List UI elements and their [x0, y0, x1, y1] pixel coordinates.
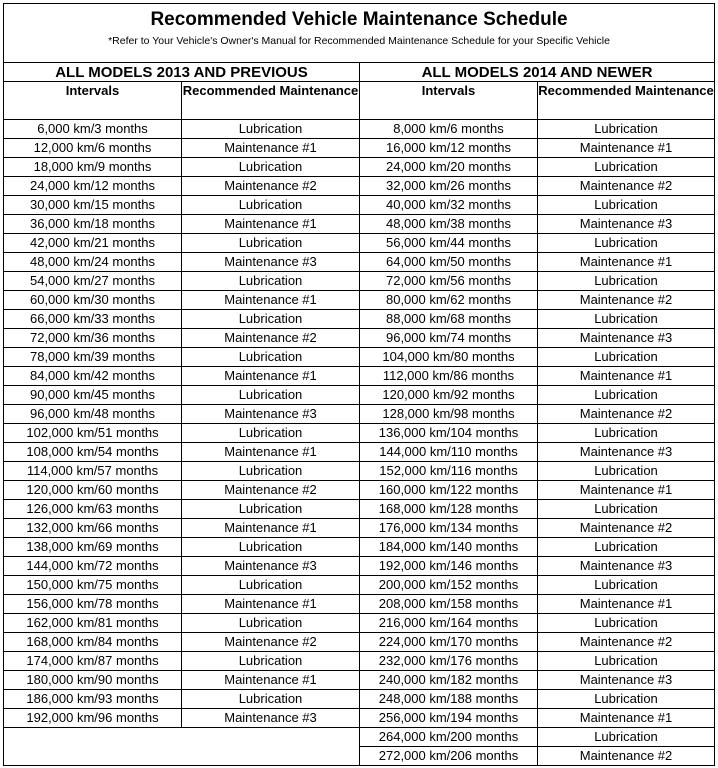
left-interval-cell: 90,000 km/45 months [4, 386, 182, 405]
right-recommended-cell: Lubrication [538, 196, 715, 215]
table-row [4, 310, 715, 329]
table-row [4, 614, 715, 633]
table-row [4, 538, 715, 557]
right-recommended-cell: Maintenance #3 [538, 443, 715, 462]
left-recommended-cell: Maintenance #1 [182, 367, 360, 386]
right-recommended-cell: Lubrication [538, 462, 715, 481]
left-recommended-cell: Lubrication [182, 462, 360, 481]
left-recommended-cell: Maintenance #1 [182, 139, 360, 158]
table-row [4, 215, 715, 234]
right-interval-cell: 136,000 km/104 months [360, 424, 538, 443]
right-recommended-cell: Lubrication [538, 424, 715, 443]
left-interval-cell: 30,000 km/15 months [4, 196, 182, 215]
left-recommended-cell: Maintenance #2 [182, 177, 360, 196]
left-recommended-cell: Maintenance #1 [182, 291, 360, 310]
left-recommended-cell: Lubrication [182, 272, 360, 291]
left-recommended-cell: Maintenance #2 [182, 329, 360, 348]
page-title: Recommended Vehicle Maintenance Schedule [150, 9, 568, 30]
table-row [4, 557, 715, 576]
right-interval-cell: 184,000 km/140 months [360, 538, 538, 557]
right-recommended-header: Recommended Maintenance [538, 82, 715, 120]
left-interval-cell: 192,000 km/96 months [4, 709, 182, 728]
table-row [4, 158, 715, 177]
left-interval-cell: 66,000 km/33 months [4, 310, 182, 329]
left-recommended-cell: Maintenance #3 [182, 709, 360, 728]
right-interval-cell: 88,000 km/68 months [360, 310, 538, 329]
right-interval-cell: 272,000 km/206 months [360, 747, 538, 766]
left-interval-cell: 126,000 km/63 months [4, 500, 182, 519]
right-interval-cell: 192,000 km/146 months [360, 557, 538, 576]
right-recommended-cell: Lubrication [538, 386, 715, 405]
left-interval-cell: 180,000 km/90 months [4, 671, 182, 690]
table-row [4, 500, 715, 519]
left-recommended-cell: Lubrication [182, 120, 360, 139]
right-interval-cell: 32,000 km/26 months [360, 177, 538, 196]
right-recommended-cell: Lubrication [538, 728, 715, 747]
left-interval-cell: 108,000 km/54 months [4, 443, 182, 462]
left-group-heading: ALL MODELS 2013 AND PREVIOUS [4, 63, 360, 82]
left-interval-cell: 48,000 km/24 months [4, 253, 182, 272]
left-interval-cell: 174,000 km/87 months [4, 652, 182, 671]
left-recommended-cell: Maintenance #3 [182, 557, 360, 576]
right-interval-cell: 264,000 km/200 months [360, 728, 538, 747]
left-recommended-cell: Maintenance #1 [182, 519, 360, 538]
left-interval-cell: 114,000 km/57 months [4, 462, 182, 481]
table-row [4, 386, 715, 405]
left-recommended-cell: Lubrication [182, 348, 360, 367]
left-interval-cell: 96,000 km/48 months [4, 405, 182, 424]
right-interval-cell: 40,000 km/32 months [360, 196, 538, 215]
table-row [4, 329, 715, 348]
right-interval-cell: 72,000 km/56 months [360, 272, 538, 291]
left-interval-cell: 150,000 km/75 months [4, 576, 182, 595]
left-recommended-cell: Maintenance #1 [182, 215, 360, 234]
right-recommended-cell: Lubrication [538, 500, 715, 519]
table-row [4, 576, 715, 595]
table-row [4, 443, 715, 462]
table-row [4, 519, 715, 538]
table-row [4, 633, 715, 652]
table-row [4, 728, 715, 747]
left-recommended-header: Recommended Maintenance [182, 82, 360, 120]
table-row [4, 139, 715, 158]
owners-manual-note: *Refer to Your Vehicle's Owner's Manual for Recommended Maintenance Schedule for your Specific Vehicle [108, 35, 610, 47]
right-recommended-cell: Maintenance #1 [538, 367, 715, 386]
left-recommended-cell: Lubrication [182, 500, 360, 519]
table-row [4, 196, 715, 215]
left-recommended-cell: Lubrication [182, 652, 360, 671]
right-interval-cell: 256,000 km/194 months [360, 709, 538, 728]
right-interval-cell: 8,000 km/6 months [360, 120, 538, 139]
left-interval-cell: 72,000 km/36 months [4, 329, 182, 348]
left-recommended-cell: Lubrication [182, 386, 360, 405]
right-recommended-cell: Maintenance #2 [538, 291, 715, 310]
right-recommended-cell: Lubrication [538, 234, 715, 253]
table-row [4, 234, 715, 253]
right-recommended-cell: Maintenance #2 [538, 405, 715, 424]
left-interval-cell: 78,000 km/39 months [4, 348, 182, 367]
right-interval-cell: 112,000 km/86 months [360, 367, 538, 386]
left-recommended-cell: Maintenance #2 [182, 633, 360, 652]
right-recommended-cell: Maintenance #1 [538, 253, 715, 272]
left-recommended-cell: Lubrication [182, 614, 360, 633]
maintenance-schedule-table [3, 3, 715, 766]
left-recommended-cell: Maintenance #1 [182, 443, 360, 462]
title-cell [4, 4, 715, 63]
left-empty-cell [4, 728, 360, 766]
right-interval-cell: 104,000 km/80 months [360, 348, 538, 367]
table-row [4, 481, 715, 500]
right-recommended-cell: Maintenance #1 [538, 481, 715, 500]
left-recommended-cell: Lubrication [182, 576, 360, 595]
left-interval-cell: 54,000 km/27 months [4, 272, 182, 291]
right-recommended-cell: Lubrication [538, 576, 715, 595]
left-recommended-cell: Maintenance #1 [182, 595, 360, 614]
right-recommended-cell: Maintenance #2 [538, 633, 715, 652]
left-interval-cell: 42,000 km/21 months [4, 234, 182, 253]
right-recommended-cell: Maintenance #3 [538, 671, 715, 690]
right-recommended-cell: Lubrication [538, 272, 715, 291]
left-interval-cell: 60,000 km/30 months [4, 291, 182, 310]
left-interval-cell: 144,000 km/72 months [4, 557, 182, 576]
table-row [4, 348, 715, 367]
left-recommended-cell: Lubrication [182, 424, 360, 443]
right-interval-cell: 48,000 km/38 months [360, 215, 538, 234]
left-interval-cell: 186,000 km/93 months [4, 690, 182, 709]
table-row [4, 709, 715, 728]
right-interval-cell: 176,000 km/134 months [360, 519, 538, 538]
right-interval-cell: 240,000 km/182 months [360, 671, 538, 690]
table-row [4, 671, 715, 690]
left-recommended-cell: Lubrication [182, 234, 360, 253]
table-row [4, 405, 715, 424]
table-row [4, 177, 715, 196]
left-interval-cell: 36,000 km/18 months [4, 215, 182, 234]
left-interval-cell: 120,000 km/60 months [4, 481, 182, 500]
right-recommended-cell: Lubrication [538, 120, 715, 139]
right-interval-cell: 224,000 km/170 months [360, 633, 538, 652]
left-intervals-header: Intervals [4, 82, 182, 120]
table-row [4, 272, 715, 291]
right-interval-cell: 248,000 km/188 months [360, 690, 538, 709]
table-row [4, 253, 715, 272]
left-interval-cell: 132,000 km/66 months [4, 519, 182, 538]
right-interval-cell: 232,000 km/176 months [360, 652, 538, 671]
right-interval-cell: 96,000 km/74 months [360, 329, 538, 348]
right-intervals-header: Intervals [360, 82, 538, 120]
right-recommended-cell: Maintenance #1 [538, 139, 715, 158]
left-interval-cell: 18,000 km/9 months [4, 158, 182, 177]
right-interval-cell: 216,000 km/164 months [360, 614, 538, 633]
table-row [4, 595, 715, 614]
left-interval-cell: 102,000 km/51 months [4, 424, 182, 443]
right-recommended-cell: Maintenance #3 [538, 329, 715, 348]
right-group-heading: ALL MODELS 2014 AND NEWER [360, 63, 715, 82]
left-recommended-cell: Lubrication [182, 538, 360, 557]
table-row [4, 652, 715, 671]
left-recommended-cell: Lubrication [182, 158, 360, 177]
right-recommended-cell: Maintenance #3 [538, 215, 715, 234]
right-interval-cell: 160,000 km/122 months [360, 481, 538, 500]
right-recommended-cell: Maintenance #3 [538, 557, 715, 576]
right-recommended-cell: Lubrication [538, 690, 715, 709]
right-interval-cell: 16,000 km/12 months [360, 139, 538, 158]
right-interval-cell: 144,000 km/110 months [360, 443, 538, 462]
right-recommended-cell: Maintenance #2 [538, 177, 715, 196]
left-recommended-cell: Maintenance #2 [182, 481, 360, 500]
left-recommended-cell: Maintenance #1 [182, 671, 360, 690]
right-interval-cell: 128,000 km/98 months [360, 405, 538, 424]
right-recommended-cell: Maintenance #1 [538, 709, 715, 728]
right-recommended-cell: Lubrication [538, 538, 715, 557]
right-interval-cell: 152,000 km/116 months [360, 462, 538, 481]
right-recommended-cell: Lubrication [538, 310, 715, 329]
table-row [4, 367, 715, 386]
right-interval-cell: 200,000 km/152 months [360, 576, 538, 595]
left-interval-cell: 12,000 km/6 months [4, 139, 182, 158]
left-interval-cell: 24,000 km/12 months [4, 177, 182, 196]
right-recommended-cell: Lubrication [538, 348, 715, 367]
right-interval-cell: 208,000 km/158 months [360, 595, 538, 614]
right-interval-cell: 56,000 km/44 months [360, 234, 538, 253]
right-recommended-cell: Lubrication [538, 614, 715, 633]
right-interval-cell: 168,000 km/128 months [360, 500, 538, 519]
right-interval-cell: 64,000 km/50 months [360, 253, 538, 272]
table-row [4, 120, 715, 139]
left-interval-cell: 84,000 km/42 months [4, 367, 182, 386]
left-recommended-cell: Lubrication [182, 310, 360, 329]
right-recommended-cell: Maintenance #2 [538, 519, 715, 538]
left-recommended-cell: Maintenance #3 [182, 405, 360, 424]
left-interval-cell: 168,000 km/84 months [4, 633, 182, 652]
right-recommended-cell: Maintenance #1 [538, 595, 715, 614]
left-interval-cell: 6,000 km/3 months [4, 120, 182, 139]
table-row [4, 424, 715, 443]
left-interval-cell: 156,000 km/78 months [4, 595, 182, 614]
right-recommended-cell: Lubrication [538, 652, 715, 671]
table-row [4, 690, 715, 709]
left-interval-cell: 162,000 km/81 months [4, 614, 182, 633]
left-recommended-cell: Lubrication [182, 690, 360, 709]
table-row [4, 291, 715, 310]
right-interval-cell: 120,000 km/92 months [360, 386, 538, 405]
right-interval-cell: 80,000 km/62 months [360, 291, 538, 310]
right-recommended-cell: Maintenance #2 [538, 747, 715, 766]
left-recommended-cell: Maintenance #3 [182, 253, 360, 272]
right-interval-cell: 24,000 km/20 months [360, 158, 538, 177]
table-row [4, 462, 715, 481]
right-recommended-cell: Lubrication [538, 158, 715, 177]
left-recommended-cell: Lubrication [182, 196, 360, 215]
left-interval-cell: 138,000 km/69 months [4, 538, 182, 557]
